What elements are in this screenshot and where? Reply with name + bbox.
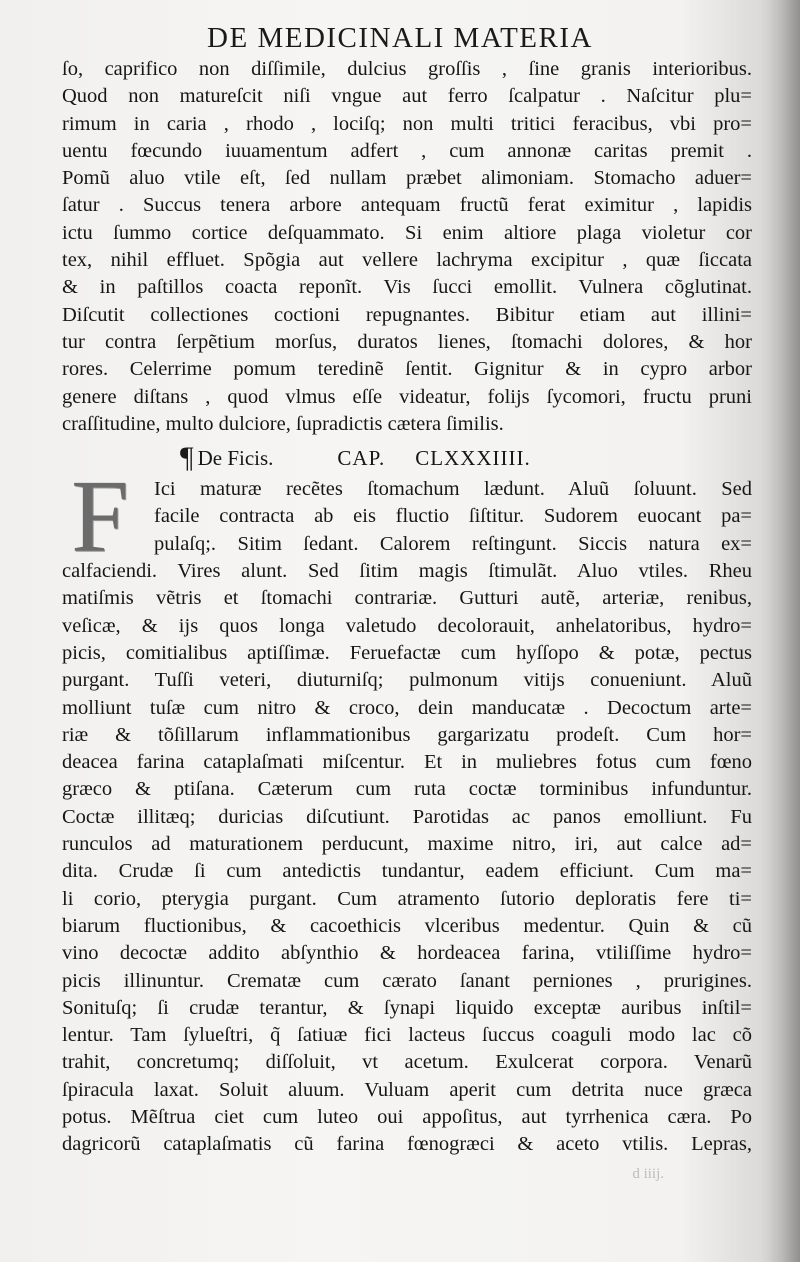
text-line: matiſmis vẽtris et ſtomachi contrariæ. Gutturi autẽ, arteriæ, renibus, (62, 587, 752, 610)
text-block (62, 56, 752, 1159)
signature-mark: d iiij. (632, 1166, 664, 1182)
text-line: biarum fluctionibus, & cacoethicis vlceribus medentur. Quin & cũ (62, 914, 752, 937)
text-line: rores. Celerrime pomum teredinẽ ſentit. Gignitur & in cypro arbor (62, 358, 752, 381)
text-line: tex, nihil effluet. Spõgia aut vellere lachryma excipitur , quæ ſiccata (62, 249, 752, 272)
chapter-body (62, 558, 752, 1159)
text-line: picis, comitialibus aptiſſimæ. Feruefactæ cum hyſſopo & potæ, pectus (62, 641, 752, 664)
drop-initial: F (71, 459, 129, 575)
text-line: Ici maturæ recẽtes ſtomachum lædunt. Aluũ ſoluunt. Sed (154, 478, 752, 501)
running-header: DE MEDICINALI MATERIA (207, 22, 593, 54)
text-line: ictu ſummo cortice deſquammato. Si enim altiore plaga violetur cor (62, 221, 752, 244)
text-line: molliunt tuſæ cum nitro & croco, dein manducatæ . Decoctum arte= (62, 696, 752, 719)
text-line: pulaſq;. Sitim ſedant. Calorem reſtingunt. Siccis natura ex= (154, 532, 752, 555)
text-line: Pomũ aluo vtile eſt, ſed nullam præbet alimoniam. Stomacho aduer= (62, 167, 752, 190)
text-line: tur contra ſerpẽtium morſus, duratos lienes, ſtomachi dolores, & hor (62, 330, 752, 353)
text-line: genere diſtans , quod vlmus eſſe videatur, folijs ſycomori, fructu pruni (62, 385, 752, 408)
text-line: dagricorũ cataplaſmatis cũ farina fœnogræci & aceto vtilis. Lepras, (62, 1133, 752, 1156)
text-line: rimum in caria , rhodo , lociſq; non multi tritici feracibus, vbi pro= (62, 112, 752, 135)
text-line: ſatur . Succus tenera arbore antequam fructũ ferat eximitur , lapidis (62, 194, 752, 217)
text-line: trahit, concretumq; diſſoluit, vt acetum. Exulcerat corpora. Venarũ (62, 1051, 752, 1074)
text-line: ſpiracula laxat. Soluit aluum. Vuluam aperit cum detrita nuce græca (62, 1078, 752, 1101)
text-line: calfaciendi. Vires alunt. Sed ſitim magis ſtimulãt. Aluo vtiles. Rheu (62, 560, 752, 583)
text-line: riæ & tõſillarum inflammationibus gargarizatu prodeſt. Cum hor= (62, 723, 752, 746)
text-line: potus. Mẽſtrua ciet cum luteo oui appoſitus, aut tyrrhenica cæra. Po (62, 1105, 752, 1128)
text-line: li corio, pterygia purgant. Cum atramento ſutorio deploratis fere ti= (62, 887, 752, 910)
page-edge-shadow (760, 0, 800, 1262)
text-line: Quod non matureſcit niſi vngue aut ferro ſcalpatur . Naſcitur plu= (62, 85, 752, 108)
text-line: uentu fœcundo iuuamentum adfert , cum annonæ caritas premit . (62, 139, 752, 162)
text-line: & in paſtillos coacta reponĩt. Vis ſucci emollit. Vulnera cõglutinat. (62, 276, 752, 299)
chapter-label: CAP. (337, 446, 386, 471)
text-line: runculos ad maturationem perducunt, maxime nitro, iri, aut calce ad= (62, 833, 752, 856)
chapter-number: CLXXXIIII. (415, 446, 531, 471)
pilcrow-mark: ¶ (180, 441, 194, 475)
text-line: deacea farina cataplaſmati miſcentur. Et in muliebres fotus cum fœno (62, 751, 752, 774)
text-line: ſo, caprifico non diſſimile, dulcius groſſis , ſine granis interioribus. (62, 58, 752, 80)
text-line: Sonituſq; ſi crudæ terantur, & ſynapi liquido exceptæ auribus inſtil= (62, 996, 752, 1019)
text-line: purgant. Tuſſi veteri, diuturniſq; pulmonum vitijs conueniunt. Aluũ (62, 669, 752, 692)
text-line: Coctæ illitæq; duricias diſcutiunt. Parotidas ac panos emolliunt. Fu (62, 805, 752, 828)
text-line: veſicæ, & ijs quos longa valetudo decolorauit, anhelatoribus, hydro= (62, 614, 752, 637)
text-line: græco & ptiſana. Cæterum cum ruta coctæ torminibus infunduntur. (62, 778, 752, 801)
top-paragraph (62, 56, 752, 438)
text-line: dita. Crudæ ſi cum antedictis tundantur, eadem efficiunt. Cum ma= (62, 860, 752, 883)
text-line: craſſitudine, multo dulciore, ſupradictis cætera ſimilis. (62, 412, 504, 435)
chapter-title: De Ficis. (197, 446, 274, 471)
text-line: picis illinuntur. Crematæ cum cærato ſanant perniones , prurigines. (62, 969, 752, 992)
text-line: facile contracta ab eis fluctio ſiſtitur. Sudorem euocant pa= (154, 505, 752, 528)
text-line: vino decoctæ addito abſynthio & hordeacea farina, vtiliſſime hydro= (62, 942, 752, 965)
chapter-heading (62, 440, 752, 476)
text-line: lentur. Tam ſylueſtri, q̃ ſatiuæ fici lacteus ſuccus coaguli modo lac cõ (62, 1024, 752, 1047)
text-line: Diſcutit collectiones coctioni repugnantes. Bibitur etiam aut illini= (62, 303, 752, 326)
